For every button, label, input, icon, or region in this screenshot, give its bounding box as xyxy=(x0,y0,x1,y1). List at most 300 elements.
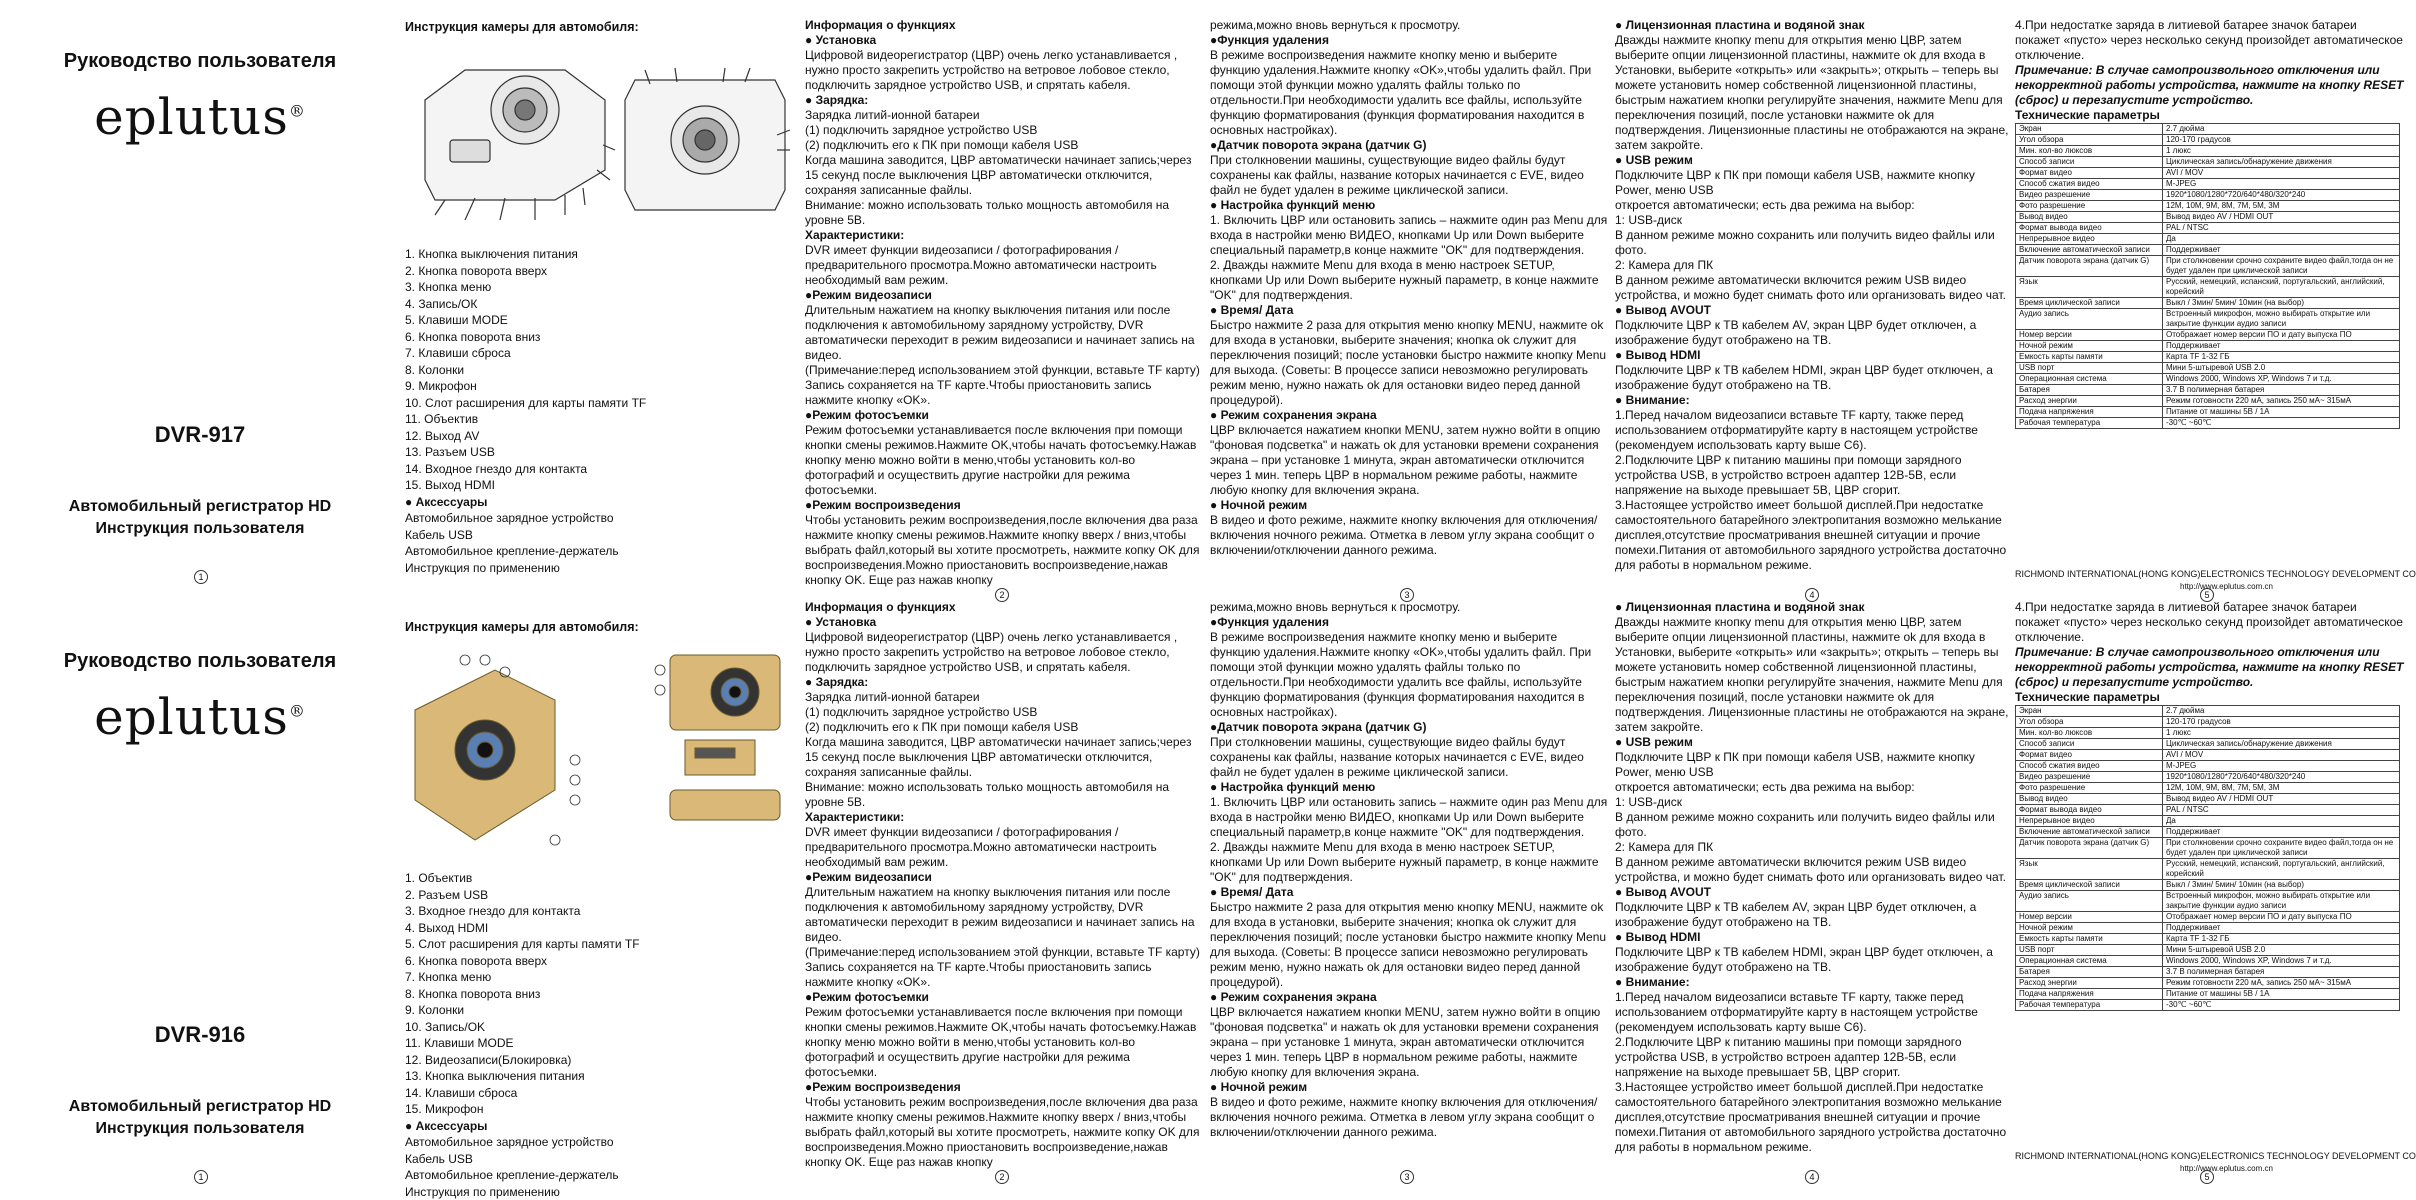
list-item: 5. Слот расширения для карты памяти TF xyxy=(405,936,795,953)
paragraph: Подключите ЦВР к ПК при помощи кабеля USB, нажмите кнопку Power, меню USB xyxy=(1615,168,2013,198)
table-row xyxy=(2016,157,2400,168)
paragraph: откроется автоматически; есть два режима на выбор: xyxy=(1615,198,2013,213)
table-row xyxy=(2016,179,2400,190)
list-item: 7. Клавиши сброса xyxy=(405,345,795,362)
spec-title: Технические параметры xyxy=(2015,108,2405,123)
section-heading: ● Время/ Дата xyxy=(1210,303,1608,318)
paragraph: DVR имеет функции видеозаписи / фотографирования / предварительного просмотра.Можно автоматически настроить необходимый вам режим. xyxy=(805,825,1203,870)
guide-title: Инструкция камеры для автомобиля: xyxy=(405,620,795,634)
spec-label: Непрерывное видео xyxy=(2016,234,2163,245)
spec-value: Режим готовности 220 мА, запись 250 мА~ 315мА xyxy=(2163,396,2400,407)
spec-value: Вывод видео AV / HDMI OUT xyxy=(2163,212,2400,223)
accessories-heading: ● Аксессуары xyxy=(405,1118,795,1135)
page-number: 3 xyxy=(1400,1170,1414,1184)
list-item: 3. Кнопка меню xyxy=(405,279,795,296)
battery-note: 4.При недостатке заряда в литиевой батарее значок батареи покажет «пусто» через несколько секунд произойдет автоматическое отключение. xyxy=(2015,600,2405,645)
paragraph: DVR имеет функции видеозаписи / фотографирования / предварительного просмотра.Можно автоматически настроить необходимый вам режим. xyxy=(805,243,1203,288)
spec-table xyxy=(2015,705,2400,1011)
paragraph: Длительным нажатием на кнопку выключения питания или после подключения к автомобильному зарядному устройству, DVR автоматически переходит в режим видеозаписи и начинает запись на видео. xyxy=(805,885,1203,945)
paragraph: (2) подключить его к ПК при помощи кабеля USB xyxy=(805,138,1203,153)
paragraph: 2. Дважды нажмите Menu для входа в меню настроек SETUP, кнопками Up или Down выберите нужный параметр, в конце нажмите "OK" для подтверждения. xyxy=(1210,840,1608,885)
list-item: 10. Запись/OK xyxy=(405,1019,795,1036)
section-heading: ●Функция удаления xyxy=(1210,615,1608,630)
paragraph: Режим фотосъемки устанавливается после включения при помощи кнопки смены режимов.Нажмите OK,чтобы начать фотосъемку.Нажав кнопку меню можно войти в меню,чтобы установить кол-во фотографий и осуществить другие настройки для режима фотосъемки. xyxy=(805,1005,1203,1080)
list-item: 9. Микрофон xyxy=(405,378,795,395)
spec-value: Windows 2000, Windows XP, Windows 7 и т.д. xyxy=(2163,956,2400,967)
cover-panel xyxy=(20,600,380,1190)
table-row xyxy=(2016,277,2400,298)
table-row xyxy=(2016,838,2400,859)
list-item: 1. Кнопка выключения питания xyxy=(405,246,795,263)
section-heading: ● Вывод AVOUT xyxy=(1615,303,2013,318)
spec-value: Windows 2000, Windows XP, Windows 7 и т.д. xyxy=(2163,374,2400,385)
section-heading: ● Настройка функций меню xyxy=(1210,198,1608,213)
table-row xyxy=(2016,967,2400,978)
list-item: 10. Слот расширения для карты памяти TF xyxy=(405,395,795,412)
spec-label: Формат видео xyxy=(2016,750,2163,761)
paragraph: 1.Перед началом видеозаписи вставьте TF карту, также перед использованием отформатируйте карту в настоящем устройстве (рекомендуем использовать карту выше C6). xyxy=(1615,408,2013,453)
table-row xyxy=(2016,717,2400,728)
section-heading: ●Режим фотосъемки xyxy=(805,990,1203,1005)
section-heading: ● Установка xyxy=(805,33,1203,48)
spec-value: -30℃ ~60℃ xyxy=(2163,1000,2400,1011)
paragraph: В данном режиме автоматически включится режим USB видео устройства, и можно будет снимать фото или организовать видео чат. xyxy=(1615,273,2013,303)
spec-label: Угол обзора xyxy=(2016,717,2163,728)
table-row xyxy=(2016,891,2400,912)
table-row xyxy=(2016,827,2400,838)
section-heading: ●Датчик поворота экрана (датчик G) xyxy=(1210,720,1608,735)
section-heading: ●Режим воспроизведения xyxy=(805,498,1203,513)
spec-label: Способ сжатия видео xyxy=(2016,761,2163,772)
list-item: 2. Разъем USB xyxy=(405,887,795,904)
paragraph: Режим фотосъемки устанавливается после включения при помощи кнопки смены режимов.Нажмите OK,чтобы начать фотосъемку.Нажав кнопку меню можно войти в меню,чтобы установить кол-во фотографий и осуществить другие настройки для режима фотосъемки. xyxy=(805,423,1203,498)
spec-label: Номер версии xyxy=(2016,912,2163,923)
paragraph: В видео и фото режиме, нажмите кнопку включения для отключения/включения ночного режима. Отметка в левом углу экрана сообщит о включении/отключении данного режима. xyxy=(1210,513,1608,558)
website-link[interactable]: http://www.eplutus.com.cn xyxy=(2180,1161,2273,1176)
list-item: 8. Кнопка поворота вниз xyxy=(405,986,795,1003)
spec-value: 120-170 градусов xyxy=(2163,717,2400,728)
paragraph: Быстро нажмите 2 раза для открытия меню кнопку MENU, нажмите ok для входа в установки, выберите значения; кнопка ok служит для переключения позиций; после установки быстро нажмите кнопку Menu для выхода. (Советы: В процессе записи невозможно регулировать режим меню, нужно нажать ok для остановки видео перед данной процедурой). xyxy=(1210,318,1608,408)
list-item: 14. Входное гнездо для контакта xyxy=(405,461,795,478)
table-row xyxy=(2016,135,2400,146)
list-item: Инструкция по применению xyxy=(405,560,795,577)
spec-value: -30℃ ~60℃ xyxy=(2163,418,2400,429)
function-info-panel xyxy=(805,600,1203,1190)
section-heading: ● Зарядка: xyxy=(805,93,1203,108)
table-row xyxy=(2016,923,2400,934)
reset-note: Примечание: В случае самопроизвольного отключения или некорректной работы устройства, нажмите на кнопку RESET (сброс) и перезапустите устройство. xyxy=(2015,645,2405,690)
spec-label: Включение автоматической записи xyxy=(2016,827,2163,838)
table-row xyxy=(2016,880,2400,891)
brand-logo: eplutus® xyxy=(20,688,380,746)
paragraph: Дважды нажмите кнопку menu для открытия меню ЦВР, затем выберите опции лицензионной пластины, нажмите ok для входа в Установки, выберите «открыть» или «закрыть»; открыть – теперь вы можете установить номер собственной лицензионной пластины, быстрым нажатием кнопки регулируйте значения, нажмите Menu для переключения позиций, после установки нажмите ok для подтверждения. Лицензионные пластины не отображаются на экране, затем закройте. xyxy=(1615,615,2013,735)
manual-sheet-dvr916 xyxy=(0,600,2409,1190)
list-item: Кабель USB xyxy=(405,527,795,544)
paragraph: 2. Дважды нажмите Menu для входа в меню настроек SETUP, кнопками Up или Down выберите нужный параметр, в конце нажмите "OK" для подтверждения. xyxy=(1210,258,1608,303)
list-item: 6. Кнопка поворота вниз xyxy=(405,329,795,346)
paragraph: Подключите ЦВР к ТВ кабелем AV, экран ЦВР будет отключен, а изображение будут отображено на ТВ. xyxy=(1615,900,2013,930)
section-heading: Информация о функциях xyxy=(805,600,1203,615)
parts-list xyxy=(405,246,795,576)
list-item: 3. Входное гнездо для контакта xyxy=(405,903,795,920)
spec-value: Выкл / 3мин/ 5мин/ 10мин (на выбор) xyxy=(2163,298,2400,309)
spec-value: Встроенный микрофон, можно выбирать открытие или закрытие функции аудио записи xyxy=(2163,309,2400,330)
spec-label: Расход энергии xyxy=(2016,396,2163,407)
usb-hdmi-panel xyxy=(1615,0,2013,608)
section-heading: ● USB режим xyxy=(1615,153,2013,168)
section-heading: ● Настройка функций меню xyxy=(1210,780,1608,795)
spec-label: Операционная система xyxy=(2016,956,2163,967)
spec-label: Вывод видео xyxy=(2016,212,2163,223)
spec-label: Видео разрешение xyxy=(2016,772,2163,783)
section-heading: ● USB режим xyxy=(1615,735,2013,750)
spec-title: Технические параметры xyxy=(2015,690,2405,705)
paragraph: Чтобы установить режим воспроизведения,после включения два раза нажмите кнопку смены режимов.Нажмите кнопку вверх / вниз,чтобы выбрать файл,который вы хотите просмотреть, нажмите копку OK для воспроизведения.Можно приостановить воспроизведение,нажав кнопку OK. Еще раз нажав кнопку xyxy=(805,513,1203,588)
section-heading: ● Лицензионная пластина и водяной знак xyxy=(1615,600,2013,615)
paragraph: 1: USB-диск xyxy=(1615,795,2013,810)
paragraph: (1) подключить зарядное устройство USB xyxy=(805,705,1203,720)
spec-value: 2.7 дюйма xyxy=(2163,706,2400,717)
list-item: 4. Выход HDMI xyxy=(405,920,795,937)
page-number: 5 xyxy=(2200,1170,2214,1184)
spec-value: 1920*1080/1280*720/640*480/320*240 xyxy=(2163,190,2400,201)
table-row xyxy=(2016,418,2400,429)
spec-value: M-JPEG xyxy=(2163,761,2400,772)
table-row xyxy=(2016,201,2400,212)
spec-label: Операционная система xyxy=(2016,374,2163,385)
spec-value: Выкл / 3мин/ 5мин/ 10мин (на выбор) xyxy=(2163,880,2400,891)
paragraph: Подключите ЦВР к ТВ кабелем AV, экран ЦВР будет отключен, а изображение будут отображено на ТВ. xyxy=(1615,318,2013,348)
paragraph: (1) подключить зарядное устройство USB xyxy=(805,123,1203,138)
spec-label: Мин. кол-во люксов xyxy=(2016,728,2163,739)
list-item: Кабель USB xyxy=(405,1151,795,1168)
table-row xyxy=(2016,124,2400,135)
spec-label: Мин. кол-во люксов xyxy=(2016,146,2163,157)
list-item: 12. Видеозаписи(Блокировка) xyxy=(405,1052,795,1069)
accessories-heading: ● Аксессуары xyxy=(405,494,795,511)
spec-panel xyxy=(2015,600,2405,1190)
table-row xyxy=(2016,396,2400,407)
table-row xyxy=(2016,298,2400,309)
spec-label: USB порт xyxy=(2016,945,2163,956)
spec-label: Видео разрешение xyxy=(2016,190,2163,201)
paragraph: Дважды нажмите кнопку menu для открытия меню ЦВР, затем выберите опции лицензионной пластины, нажмите ok для входа в Установки, выберите «открыть» или «закрыть»; открыть – теперь вы можете установить номер собственной лицензионной пластины, быстрым нажатием кнопки регулируйте значения, нажмите Menu для переключения позиций, после установки нажмите ok для подтверждения. Лицензионные пластины не отображаются на экране, затем закройте. xyxy=(1615,33,2013,153)
spec-label: Экран xyxy=(2016,706,2163,717)
paragraph: Длительным нажатием на кнопку выключения питания или после подключения к автомобильному зарядному устройству, DVR автоматически переходит в режим видеозаписи и начинает запись на видео. xyxy=(805,303,1203,363)
table-row xyxy=(2016,407,2400,418)
spec-label: Расход энергии xyxy=(2016,978,2163,989)
spec-label: Рабочая температура xyxy=(2016,1000,2163,1011)
table-row xyxy=(2016,706,2400,717)
paragraph: Цифровой видеорегистратор (ЦВР) очень легко устанавливается , нужно просто закрепить устройство на ветровое лобовое стекло, подключить зарядное устройство USB, и спрятать кабеля. xyxy=(805,48,1203,93)
paragraph: Внимание: можно использовать только мощность автомобиля на уровне 5В. xyxy=(805,780,1203,810)
paragraph: 1: USB-диск xyxy=(1615,213,2013,228)
table-row xyxy=(2016,989,2400,1000)
spec-value: 1920*1080/1280*720/640*480/320*240 xyxy=(2163,772,2400,783)
spec-label: Подача напряжения xyxy=(2016,989,2163,1000)
usb-hdmi-panel xyxy=(1615,600,2013,1190)
table-row xyxy=(2016,330,2400,341)
spec-value: Циклическая запись/обнаружение движения xyxy=(2163,739,2400,750)
section-heading: Характеристики: xyxy=(805,228,1203,243)
paragraph: В режиме воспроизведения нажмите кнопку меню и выберите функцию удаления.Нажмите кнопку «OK»,чтобы удалить файл. При помощи этой функции можно удалять файлы только по отдельности.При необходимости удалить все файлы, используйте функцию форматирования (функция форматирования находится в основных настройках). xyxy=(1210,48,1608,138)
function-info-panel-cont xyxy=(1210,0,1608,608)
paragraph: Подключите ЦВР к ПК при помощи кабеля USB, нажмите кнопку Power, меню USB xyxy=(1615,750,2013,780)
list-item: 5. Клавиши MODE xyxy=(405,312,795,329)
table-row xyxy=(2016,728,2400,739)
table-row xyxy=(2016,739,2400,750)
list-item: 8. Колонки xyxy=(405,362,795,379)
list-item: 6. Кнопка поворота вверх xyxy=(405,953,795,970)
paragraph: Чтобы установить режим воспроизведения,после включения два раза нажмите кнопку смены режимов.Нажмите кнопку вверх / вниз,чтобы выбрать файл,который вы хотите просмотреть, нажмите копку OK для воспроизведения.Можно приостановить воспроизведение,нажав кнопку OK. Еще раз нажав кнопку xyxy=(805,1095,1203,1170)
paragraph: В данном режиме можно сохранить или получить видео файлы или фото. xyxy=(1615,228,2013,258)
paragraph: 2.Подключите ЦВР к питанию машины при помощи зарядного устройства USB, в устройство встроен адаптер 12В-5В, если напряжение на выходе превышает 5В, ЦВР сгорит. xyxy=(1615,1035,2013,1080)
table-row xyxy=(2016,245,2400,256)
dashcam-diagram xyxy=(405,40,795,240)
spec-value: Да xyxy=(2163,816,2400,827)
page-number: 3 xyxy=(1400,588,1414,602)
table-row xyxy=(2016,352,2400,363)
paragraph: Зарядка литий-ионной батареи xyxy=(805,108,1203,123)
spec-label: Время циклической записи xyxy=(2016,880,2163,891)
section-heading: ●Режим фотосъемки xyxy=(805,408,1203,423)
spec-value: Карта TF 1-32 ГБ xyxy=(2163,934,2400,945)
table-row xyxy=(2016,772,2400,783)
spec-label: Непрерывное видео xyxy=(2016,816,2163,827)
spec-label: Емкость карты памяти xyxy=(2016,352,2163,363)
paragraph: В видео и фото режиме, нажмите кнопку включения для отключения/включения ночного режима. Отметка в левом углу экрана сообщит о включении/отключении данного режима. xyxy=(1210,1095,1608,1140)
section-heading: ● Режим сохранения экрана xyxy=(1210,990,1608,1005)
list-item: 15. Выход HDMI xyxy=(405,477,795,494)
spec-value: Режим готовности 220 мА, запись 250 мА~ 315мА xyxy=(2163,978,2400,989)
spec-value: При столкновении срочно сохраните видео файл,тогда он не будет удален при циклической записи xyxy=(2163,838,2400,859)
cover-subtitle: Автомобильный регистратор HD Инструкция пользователя xyxy=(20,496,380,540)
spec-value: Карта TF 1-32 ГБ xyxy=(2163,352,2400,363)
spec-value: Питание от машины 5В / 1А xyxy=(2163,989,2400,1000)
spec-label: Рабочая температура xyxy=(2016,418,2163,429)
section-heading: ● Лицензионная пластина и водяной знак xyxy=(1615,18,2013,33)
table-row xyxy=(2016,168,2400,179)
spec-label: Батарея xyxy=(2016,385,2163,396)
paragraph: 2: Камера для ПК xyxy=(1615,840,2013,855)
list-item: Инструкция по применению xyxy=(405,1184,795,1200)
table-row xyxy=(2016,794,2400,805)
spec-label: Аудио запись xyxy=(2016,309,2163,330)
page-number: 4 xyxy=(1805,1170,1819,1184)
table-row xyxy=(2016,309,2400,330)
spec-label: Формат вывода видео xyxy=(2016,223,2163,234)
paragraph: режима,можно вновь вернуться к просмотру. xyxy=(1210,600,1608,615)
function-info-panel xyxy=(805,0,1203,608)
spec-label: Способ записи xyxy=(2016,157,2163,168)
spec-value: Отображает номер версии ПО и дату выпуска ПО xyxy=(2163,330,2400,341)
paragraph: Когда машина заводится, ЦВР автоматически начинает запись;через 15 секунд после выключения ЦВР автоматически отключится, сохраняя записанные файлы. xyxy=(805,153,1203,198)
spec-value: PAL / NTSC xyxy=(2163,223,2400,234)
company-name: RICHMOND INTERNATIONAL(HONG KONG)ELECTRONICS TECHNOLOGY DEVELOPMENT CO xyxy=(2015,1149,2416,1164)
spec-value: 12M, 10M, 9M, 8M, 7M, 5M, 3M xyxy=(2163,201,2400,212)
section-heading: ● Внимание: xyxy=(1615,975,2013,990)
section-heading: ● Вывод HDMI xyxy=(1615,930,2013,945)
spec-value: Питание от машины 5В / 1А xyxy=(2163,407,2400,418)
spec-label: Ночной режим xyxy=(2016,923,2163,934)
table-row xyxy=(2016,912,2400,923)
spec-value: 12M, 10M, 9M, 8M, 7M, 5M, 3M xyxy=(2163,783,2400,794)
section-heading: ● Режим сохранения экрана xyxy=(1210,408,1608,423)
list-item: 12. Выход AV xyxy=(405,428,795,445)
spec-value: 1 люкс xyxy=(2163,728,2400,739)
dashcam-diagram xyxy=(405,640,795,870)
paragraph: режима,можно вновь вернуться к просмотру. xyxy=(1210,18,1608,33)
spec-value: PAL / NTSC xyxy=(2163,805,2400,816)
spec-value: 2.7 дюйма xyxy=(2163,124,2400,135)
paragraph: Подключите ЦВР к ТВ кабелем HDMI, экран ЦВР будет отключен, а изображение будут отображено на ТВ. xyxy=(1615,363,2013,393)
spec-value: 120-170 градусов xyxy=(2163,135,2400,146)
table-row xyxy=(2016,374,2400,385)
paragraph: (2) подключить его к ПК при помощи кабеля USB xyxy=(805,720,1203,735)
spec-label: Батарея xyxy=(2016,967,2163,978)
spec-value: 3.7 В полимерная батарея xyxy=(2163,385,2400,396)
brand-logo: eplutus® xyxy=(20,88,380,146)
page-number: 1 xyxy=(194,570,208,584)
table-row xyxy=(2016,223,2400,234)
paragraph: Внимание: можно использовать только мощность автомобиля на уровне 5В. xyxy=(805,198,1203,228)
paragraph: откроется автоматически; есть два режима на выбор: xyxy=(1615,780,2013,795)
list-item: 4. Запись/ОК xyxy=(405,296,795,313)
manual-sheet-dvr917 xyxy=(0,0,2409,590)
spec-panel xyxy=(2015,0,2405,608)
paragraph: В данном режиме автоматически включится режим USB видео устройства, и можно будет снимать фото или организовать видео чат. xyxy=(1615,855,2013,885)
spec-value: Русский, немецкий, испанский, португальский, английский, корейский xyxy=(2163,859,2400,880)
spec-label: Включение автоматической записи xyxy=(2016,245,2163,256)
paragraph: В режиме воспроизведения нажмите кнопку меню и выберите функцию удаления.Нажмите кнопку «OK»,чтобы удалить файл. При помощи этой функции можно удалять файлы только по отдельности.При необходимости удалить все файлы, используйте функцию форматирования (функция форматирования находится в основных настройках). xyxy=(1210,630,1608,720)
camera-guide-panel xyxy=(405,600,795,1190)
spec-value: Русский, немецкий, испанский, португальский, английский, корейский xyxy=(2163,277,2400,298)
section-heading: ●Режим видеозаписи xyxy=(805,288,1203,303)
table-row xyxy=(2016,805,2400,816)
table-row xyxy=(2016,816,2400,827)
company-name: RICHMOND INTERNATIONAL(HONG KONG)ELECTRONICS TECHNOLOGY DEVELOPMENT CO xyxy=(2015,567,2416,582)
section-heading: Информация о функциях xyxy=(805,18,1203,33)
list-item: Автомобильное зарядное устройство xyxy=(405,510,795,527)
section-heading: ● Ночной режим xyxy=(1210,498,1608,513)
paragraph: 1.Перед началом видеозаписи вставьте TF карту, также перед использованием отформатируйте карту в настоящем устройстве (рекомендуем использовать карту выше C6). xyxy=(1615,990,2013,1035)
spec-value: Поддерживает xyxy=(2163,923,2400,934)
table-row xyxy=(2016,363,2400,374)
section-heading: ● Ночной режим xyxy=(1210,1080,1608,1095)
spec-value: Мини 5-штыревой USB 2.0 xyxy=(2163,945,2400,956)
table-row xyxy=(2016,341,2400,352)
section-heading: ● Вывод AVOUT xyxy=(1615,885,2013,900)
spec-value: Поддерживает xyxy=(2163,341,2400,352)
list-item: Автомобильное крепление-держатель xyxy=(405,543,795,560)
table-row xyxy=(2016,859,2400,880)
spec-label: Способ записи xyxy=(2016,739,2163,750)
paragraph: 2: Камера для ПК xyxy=(1615,258,2013,273)
paragraph: 1. Включить ЦВР или остановить запись – нажмите один раз Menu для входа в настройки меню ВИДЕО, кнопками Up или Down выберите специальный параметр,в конце нажмите "OK" для подтверждения. xyxy=(1210,213,1608,258)
spec-label: Датчик поворота экрана (датчик G) xyxy=(2016,838,2163,859)
table-row xyxy=(2016,385,2400,396)
paragraph: 3.Настоящее устройство имеет большой дисплей.При недостатке самостоятельного батарейного электропитания возможно мелькание дисплея,отсутствие просматривания внешней ситуации и прочие помехи.Питания от автомобильного зарядного устройства достаточно для работы в нормальном режиме. xyxy=(1615,498,2013,573)
spec-label: Формат видео xyxy=(2016,168,2163,179)
spec-label: Угол обзора xyxy=(2016,135,2163,146)
list-item: 14. Клавиши сброса xyxy=(405,1085,795,1102)
cover-subtitle: Автомобильный регистратор HD Инструкция пользователя xyxy=(20,1096,380,1140)
spec-table xyxy=(2015,123,2400,429)
spec-value: Поддерживает xyxy=(2163,827,2400,838)
spec-value: M-JPEG xyxy=(2163,179,2400,190)
spec-value: 3.7 В полимерная батарея xyxy=(2163,967,2400,978)
section-heading: ●Режим воспроизведения xyxy=(805,1080,1203,1095)
function-info-panel-cont xyxy=(1210,600,1608,1190)
model-number: DVR-917 xyxy=(20,422,380,448)
page-number: 5 xyxy=(2200,588,2214,602)
table-row xyxy=(2016,256,2400,277)
list-item: 13. Разъем USB xyxy=(405,444,795,461)
website-link[interactable]: http://www.eplutus.com.cn xyxy=(2180,579,2273,594)
paragraph: ЦВР включается нажатием кнопки MENU, затем нужно войти в опцию "фоновая подсветка" и нажать ok для установки времени сохранения экрана – при установке 1 минута, экран автоматически отключится через 1 мин. теперь ЦВР в нормальном режиме работы, нажмите любую кнопку для включения экрана. xyxy=(1210,1005,1608,1080)
list-item: 7. Кнопка меню xyxy=(405,969,795,986)
spec-value: При столкновении срочно сохраните видео файл,тогда он не будет удален при циклической записи xyxy=(2163,256,2400,277)
list-item: 13. Кнопка выключения питания xyxy=(405,1068,795,1085)
spec-label: Вывод видео xyxy=(2016,794,2163,805)
cover-title: Руководство пользователя xyxy=(20,650,380,673)
spec-value: Циклическая запись/обнаружение движения xyxy=(2163,157,2400,168)
battery-note: 4.При недостатке заряда в литиевой батарее значок батареи покажет «пусто» через несколько секунд произойдет автоматическое отключение. xyxy=(2015,18,2405,63)
spec-label: Датчик поворота экрана (датчик G) xyxy=(2016,256,2163,277)
spec-label: Язык xyxy=(2016,277,2163,298)
list-item: 11. Объектив xyxy=(405,411,795,428)
spec-value: 1 люкс xyxy=(2163,146,2400,157)
spec-value: Поддерживает xyxy=(2163,245,2400,256)
spec-label: USB порт xyxy=(2016,363,2163,374)
section-heading: ● Время/ Дата xyxy=(1210,885,1608,900)
table-row xyxy=(2016,978,2400,989)
spec-value: AVI / MOV xyxy=(2163,168,2400,179)
list-item: Автомобильное крепление-держатель xyxy=(405,1167,795,1184)
camera-illustration xyxy=(405,640,795,870)
spec-label: Время циклической записи xyxy=(2016,298,2163,309)
paragraph: ЦВР включается нажатием кнопки MENU, затем нужно войти в опцию "фоновая подсветка" и нажать ok для установки времени сохранения экрана – при установке 1 минута, экран автоматически отключится через 1 мин. теперь ЦВР в нормальном режиме работы, нажмите любую кнопку для включения экрана. xyxy=(1210,423,1608,498)
section-heading: ●Функция удаления xyxy=(1210,33,1608,48)
table-row xyxy=(2016,956,2400,967)
spec-label: Способ сжатия видео xyxy=(2016,179,2163,190)
cover-panel xyxy=(20,0,380,590)
section-heading: Характеристики: xyxy=(805,810,1203,825)
cover-title: Руководство пользователя xyxy=(20,50,380,73)
spec-label: Фото разрешение xyxy=(2016,201,2163,212)
paragraph: (Примечание:перед использованием этой функции, вставьте TF карту) Запись сохраняется на TF карте.Чтобы приостановить запись нажмите кнопку «OK». xyxy=(805,363,1203,408)
table-row xyxy=(2016,761,2400,772)
paragraph: Зарядка литий-ионной батареи xyxy=(805,690,1203,705)
spec-value: Встроенный микрофон, можно выбирать открытие или закрытие функции аудио записи xyxy=(2163,891,2400,912)
paragraph: Быстро нажмите 2 раза для открытия меню кнопку MENU, нажмите ok для входа в установки, выберите значения; кнопка ok служит для переключения позиций; после установки быстро нажмите кнопку Menu для выхода. (Советы: В процессе записи невозможно регулировать режим меню, нужно нажать ok для остановки видео перед данной процедурой). xyxy=(1210,900,1608,990)
list-item: 9. Колонки xyxy=(405,1002,795,1019)
spec-label: Подача напряжения xyxy=(2016,407,2163,418)
spec-label: Язык xyxy=(2016,859,2163,880)
section-heading: ● Вывод HDMI xyxy=(1615,348,2013,363)
section-heading: ● Зарядка: xyxy=(805,675,1203,690)
guide-title: Инструкция камеры для автомобиля: xyxy=(405,20,795,34)
list-item: 15. Микрофон xyxy=(405,1101,795,1118)
spec-label: Ночной режим xyxy=(2016,341,2163,352)
paragraph: Подключите ЦВР к ТВ кабелем HDMI, экран ЦВР будет отключен, а изображение будут отображено на ТВ. xyxy=(1615,945,2013,975)
paragraph: 2.Подключите ЦВР к питанию машины при помощи зарядного устройства USB, в устройство встроен адаптер 12В-5В, если напряжение на выходе превышает 5В, ЦВР сгорит. xyxy=(1615,453,2013,498)
spec-label: Аудио запись xyxy=(2016,891,2163,912)
paragraph: Цифровой видеорегистратор (ЦВР) очень легко устанавливается , нужно просто закрепить устройство на ветровое лобовое стекло, подключить зарядное устройство USB, и спрятать кабеля. xyxy=(805,630,1203,675)
page-number: 1 xyxy=(194,1170,208,1184)
table-row xyxy=(2016,234,2400,245)
section-heading: ●Датчик поворота экрана (датчик G) xyxy=(1210,138,1608,153)
